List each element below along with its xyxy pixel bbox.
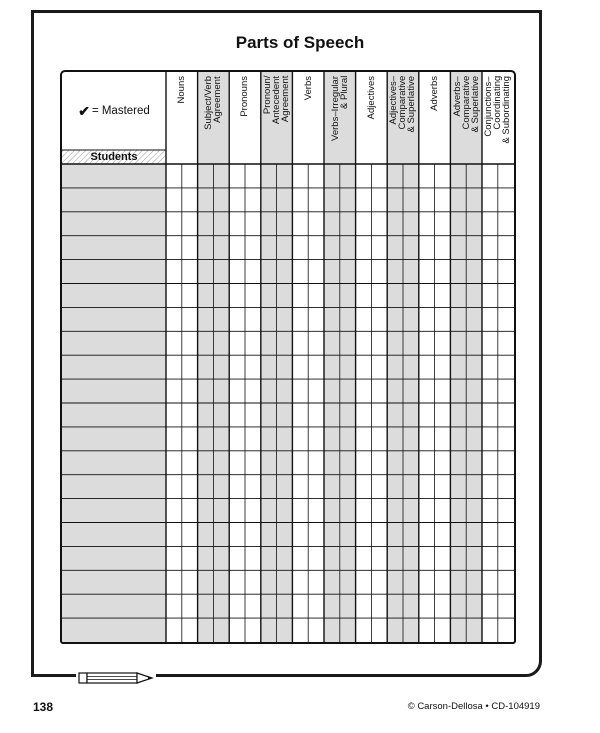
column-header — [482, 72, 514, 164]
column-header — [261, 72, 293, 164]
column-header-label: Verbs–Irregular & Plural — [329, 76, 350, 141]
page-title: Parts of Speech — [235, 33, 365, 52]
column-header-label: Adjectives– Comparative & Superlative — [388, 76, 418, 133]
column-header-label: Pronouns — [239, 76, 251, 117]
column-header — [450, 72, 482, 164]
legend-label: = Mastered — [91, 105, 150, 117]
legend — [62, 72, 166, 150]
page-number: 138 — [33, 700, 54, 714]
column-header — [166, 72, 198, 164]
pencil-icon — [78, 671, 158, 685]
column-header-label: Nouns — [176, 76, 188, 104]
footer-credit: © Carson-Dellosa • CD-104919 — [407, 701, 540, 712]
column-header-label: Adjectives — [365, 76, 377, 120]
column-header-label: Verbs — [302, 76, 314, 101]
check-icon: ✔ — [78, 102, 90, 119]
record-chart — [60, 70, 516, 644]
column-header-label: Subject/Verb Agreement — [203, 76, 224, 130]
column-header — [387, 72, 419, 164]
column-header — [229, 72, 261, 164]
column-header-label: Adverbs– Comparative & Superlative — [451, 76, 481, 133]
column-header — [292, 72, 324, 164]
column-header-label: Pronoun/ Antecedent Agreement — [262, 76, 292, 125]
column-header — [324, 72, 356, 164]
column-header — [419, 72, 451, 164]
students-header: Students — [90, 151, 138, 163]
column-header-label: Conjunctions– Coordinating & Subordinating — [483, 76, 513, 144]
column-header — [356, 72, 388, 164]
column-header — [198, 72, 230, 164]
column-header-label: Adverbs — [429, 76, 441, 111]
